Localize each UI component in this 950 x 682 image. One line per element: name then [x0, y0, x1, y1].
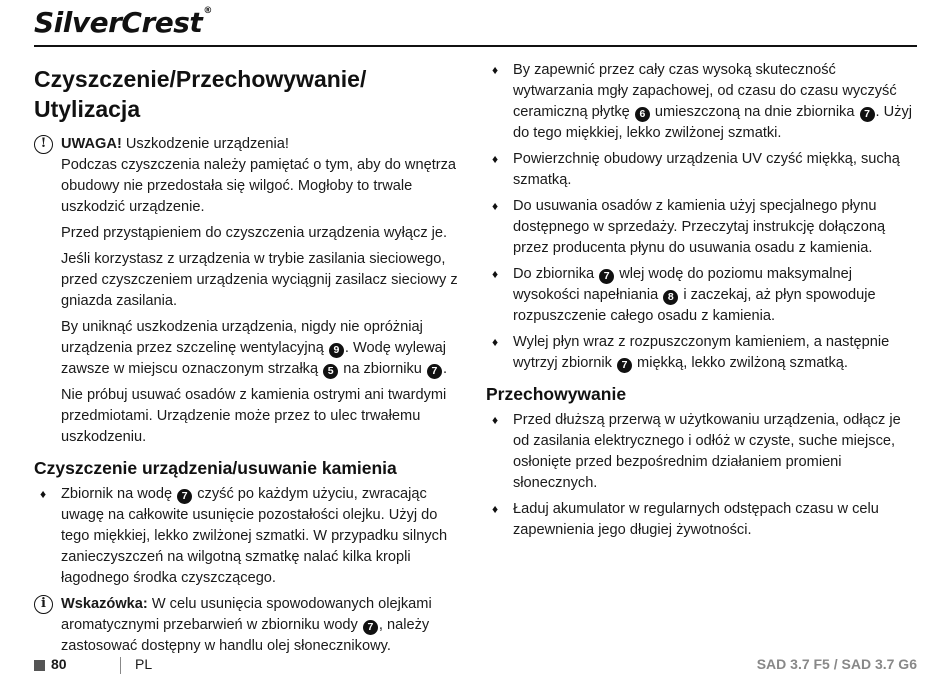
- text-segment: . Użyj do tego miękkiej, lekko zwilżonej szmatki.: [513, 104, 913, 141]
- list-item: [486, 196, 918, 259]
- diamond-bullet-icon: ♦: [492, 63, 499, 77]
- diamond-bullet-icon: ♦: [492, 335, 499, 349]
- brand-logo: [34, 6, 212, 39]
- text-segment: By uniknąć uszkodzenia urządzenia, nigdy nie opróżniaj urządzenia przez szczelinę wentylacyjną: [61, 319, 423, 356]
- text-segment: Powierzchnię obudowy urządzenia UV czyść miękką, suchą szmatką.: [513, 151, 900, 188]
- brand-name: SilverCrest: [34, 6, 203, 39]
- diamond-bullet-icon: ♦: [492, 199, 499, 213]
- part-number-badge: 7: [860, 107, 875, 122]
- footer-square-icon: [34, 660, 45, 671]
- part-number-badge: 6: [635, 107, 650, 122]
- text-segment: Do usuwania osadów z kamienia użyj specjalnego płynu dostępnego w sprzedaży. Przeczytaj instrukcję dołączoną przez producenta płynu do usuwania osadu z kamienia.: [513, 198, 886, 256]
- text-segment: .: [442, 361, 448, 377]
- part-number-badge: 7: [617, 358, 632, 373]
- cleaning-list: [34, 484, 466, 589]
- page-title: Czyszczenie/Przechowywanie/ Utylizacja: [34, 66, 367, 122]
- text-segment: wlej wodę do poziomu maksymalnej wysokości napełniania: [513, 266, 853, 303]
- paragraph-vent: [34, 317, 466, 380]
- part-number-badge: 7: [427, 364, 442, 379]
- list-item: [486, 264, 918, 327]
- list-item: [486, 332, 918, 374]
- hint-note: [34, 594, 466, 657]
- text-segment: . Wodę wylewaj zawsze w miejscu oznaczonym strzałką: [61, 340, 446, 377]
- list-item: [34, 484, 466, 589]
- part-number-badge: 5: [323, 364, 338, 379]
- hint-lead: Wskazówka:: [61, 596, 148, 612]
- language-code: PL: [135, 656, 153, 672]
- warning-lead: UWAGA!: [61, 136, 122, 152]
- text-segment: na zbiorniku: [339, 361, 426, 377]
- part-number-badge: 8: [663, 290, 678, 305]
- text-segment: umieszczoną na dnie zbiornika: [650, 104, 859, 120]
- header-rule: [34, 45, 917, 47]
- page-footer: [34, 656, 917, 676]
- list-item: [486, 60, 918, 144]
- part-number-badge: 7: [177, 489, 192, 504]
- page-number: 80: [51, 656, 67, 672]
- diamond-bullet-icon: ♦: [492, 502, 499, 516]
- warning-text: Uszkodzenie urządzenia!: [121, 136, 289, 152]
- text-segment: Do zbiornika: [513, 266, 599, 282]
- model-number: SAD 3.7 F5 / SAD 3.7 G6: [756, 656, 917, 672]
- paragraph-scale-warning: Nie próbuj usuwać osadów z kamienia ostrymi ani twardymi przedmiotami. Urządzenie może przez to ulec trwałemu uszkodzeniu.: [61, 387, 447, 445]
- text-segment: miękką, lekko zwilżoną szmatką.: [632, 355, 848, 371]
- list-item: [486, 410, 918, 494]
- diamond-bullet-icon: ♦: [40, 487, 47, 501]
- cleaning-list-continued: [486, 60, 918, 374]
- section-heading-cleaning: Czyszczenie urządzenia/usuwanie kamienia: [34, 458, 397, 478]
- registered-mark: ®: [203, 6, 212, 16]
- warning-icon: !: [34, 135, 53, 154]
- list-item: [486, 149, 918, 191]
- right-column: [486, 60, 918, 546]
- text-segment: , należy zastosować dostępny w handlu olej słonecznikowy.: [61, 617, 430, 654]
- left-column: [34, 60, 466, 662]
- list-item: [486, 499, 918, 541]
- text-segment: Przed dłuższą przerwą w użytkowaniu urządzenia, odłącz je od zasilania elektrycznego i odłóż w czyste, suche miejsce, osłonięte przed bezpośrednim działaniem promieni słonecznych.: [513, 412, 901, 491]
- part-number-badge: 7: [599, 269, 614, 284]
- text-segment: W celu usunięcia spowodowanych olejkami aromatycznymi przebarwień w zbiorniku wody: [61, 596, 432, 633]
- text-segment: Wylej płyn wraz z rozpuszczonym kamieniem, a następnie wytrzyj zbiornik: [513, 334, 890, 371]
- footer-divider: [120, 657, 121, 674]
- part-number-badge: 7: [363, 620, 378, 635]
- text-segment: Zbiornik na wodę: [61, 486, 177, 502]
- warning-note: [34, 134, 466, 218]
- diamond-bullet-icon: ♦: [492, 413, 499, 427]
- diamond-bullet-icon: ♦: [492, 267, 499, 281]
- section-heading-storage: Przechowywanie: [486, 384, 627, 404]
- warning-body: Podczas czyszczenia należy pamiętać o tym, aby do wnętrza obudowy nie przedostała się wilgoć. Mogłoby to trwale uszkodzić urządzenie.: [61, 157, 457, 215]
- paragraph-switch-off: Przed przystąpieniem do czyszczenia urządzenia wyłącz je.: [61, 225, 448, 241]
- storage-list: [486, 410, 918, 541]
- part-number-badge: 9: [329, 343, 344, 358]
- text-segment: Ładuj akumulator w regularnych odstępach czasu w celu zapewnienia jego długiej żywotności.: [513, 501, 879, 538]
- info-icon: i: [34, 595, 53, 614]
- text-segment: i zaczekaj, aż płyn spowoduje rozpuszczenie całego osadu z kamienia.: [513, 287, 876, 324]
- text-segment: czyść po każdym użyciu, zwracając uwagę na całkowite usunięcie pozostałości olejku. Użyj do tego miękkiej, lekko zwilżonej szmatki. W przypadku silnych zanieczyszczeń na wilgotną szmatkę nalać kilka kropli łagodnego środka czyszczącego.: [61, 486, 448, 586]
- text-segment: By zapewnić przez cały czas wysoką skuteczność wytwarzania mgły zapachowej, od czasu do czasu wyczyść ceramiczną płytkę: [513, 62, 897, 120]
- diamond-bullet-icon: ♦: [492, 152, 499, 166]
- paragraph-mains: Jeśli korzystasz z urządzenia w trybie zasilania sieciowego, przed czyszczeniem urządzenia wyciągnij zasilacz sieciowy z gniazda zasilania.: [61, 251, 458, 309]
